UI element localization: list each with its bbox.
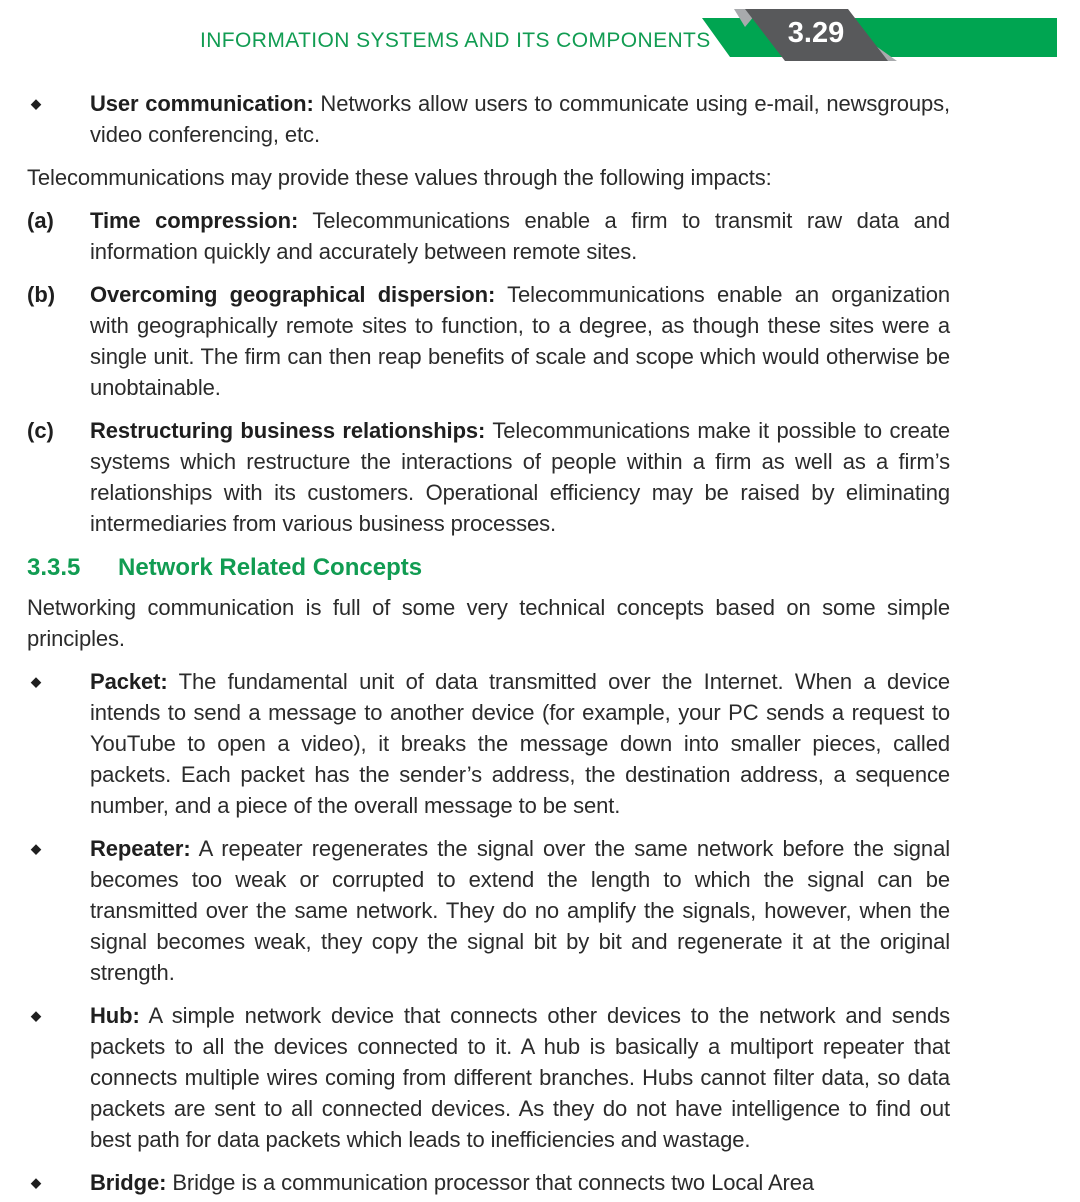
bullet-diamond-icon: ◆ bbox=[31, 1008, 41, 1023]
bullet-packet bbox=[27, 666, 950, 821]
bullet-diamond-icon: ◆ bbox=[31, 1175, 41, 1190]
bullet-diamond-icon: ◆ bbox=[31, 96, 41, 111]
bullet-repeater bbox=[27, 833, 950, 988]
section-heading-network-concepts bbox=[27, 554, 950, 582]
term-label: Repeater: bbox=[90, 836, 191, 861]
term-label: Packet: bbox=[90, 669, 168, 694]
chapter-title: INFORMATION SYSTEMS AND ITS COMPONENTS bbox=[200, 29, 711, 52]
term-definition: Telecommunications make it possible to create systems which restructure the interactions of people within a firm as well as a firm’s relationships with its customers. Operational efficiency may be raised by eliminating intermediaries from various business processes. bbox=[90, 418, 950, 536]
term-definition: Telecommunications enable an organization with geographically remote sites to function, to a degree, as though these sites were a single unit. The firm can then reap benefits of scale and scope which would otherwise be unobtainable. bbox=[90, 282, 950, 400]
page-header bbox=[0, 0, 1080, 70]
page-number: 3.29 bbox=[787, 17, 845, 49]
term-definition: Networks allow users to communicate using e-mail, newsgroups, video conferencing, etc. bbox=[90, 91, 951, 147]
page-number-banner bbox=[0, 0, 1080, 70]
term-definition: Telecommunications enable a firm to transmit raw data and information quickly and accurately between remote sites. bbox=[90, 208, 950, 264]
item-b-geographical-dispersion bbox=[27, 279, 950, 403]
term-definition: A repeater regenerates the signal over the same network before the signal becomes too weak or corrupted to extend the length to which the signal can be transmitted over the same network. They do no amplify the signals, however, when the signal becomes weak, they copy the signal bit by bit and regenerate it at the original strength. bbox=[90, 836, 950, 985]
term-definition: The fundamental unit of data transmitted over the Internet. When a device intends to send a message to another device (for example, your PC sends a request to YouTube to open a video), it breaks the message down into smaller pieces, called packets. Each packet has the sender’s address, the destination address, a sequence number, and a piece of the overall message to be sent. bbox=[90, 669, 950, 818]
bullet-hub bbox=[27, 1000, 950, 1155]
term-label: Hub: bbox=[90, 1003, 140, 1028]
paragraph-text: Networking communication is full of some very technical concepts based on some simple principles. bbox=[27, 595, 950, 651]
term-label: Restructuring business relationships: bbox=[90, 418, 486, 443]
paragraph-networking-intro bbox=[27, 592, 950, 654]
term-definition: Bridge is a communication processor that connects two Local Area bbox=[172, 1170, 815, 1195]
item-a-time-compression bbox=[27, 205, 950, 267]
paragraph-telecom-impacts bbox=[27, 162, 950, 193]
paragraph-text: Telecommunications may provide these values through the following impacts: bbox=[27, 165, 772, 190]
item-letter: (c) bbox=[27, 418, 54, 443]
term-label: User communication: bbox=[90, 91, 314, 116]
item-letter: (a) bbox=[27, 208, 54, 233]
item-c-business-relationships bbox=[27, 415, 950, 539]
section-title: Network Related Concepts bbox=[118, 554, 423, 581]
bullet-bridge-clipped bbox=[27, 1167, 950, 1198]
item-letter: (b) bbox=[27, 282, 56, 307]
term-definition: A simple network device that connects other devices to the network and sends packets to all the devices connected to it. A hub is basically a multiport repeater that connects multiple wires coming from different branches. Hubs cannot filter data, so data packets are sent to all connected devices. As they do not have intelligence to find out best path for data packets which leads to inefficiencies and wastage. bbox=[90, 1003, 950, 1152]
page-content bbox=[0, 70, 1080, 1198]
term-label: Time compression: bbox=[90, 208, 299, 233]
term-label: Overcoming geographical dispersion: bbox=[90, 282, 496, 307]
section-number: 3.3.5 bbox=[27, 554, 81, 581]
banner-green-bar bbox=[0, 0, 1080, 70]
bullet-user-communication bbox=[27, 88, 950, 150]
term-label: Bridge: bbox=[90, 1170, 167, 1195]
bullet-diamond-icon: ◆ bbox=[31, 674, 41, 689]
bullet-diamond-icon: ◆ bbox=[31, 841, 41, 856]
